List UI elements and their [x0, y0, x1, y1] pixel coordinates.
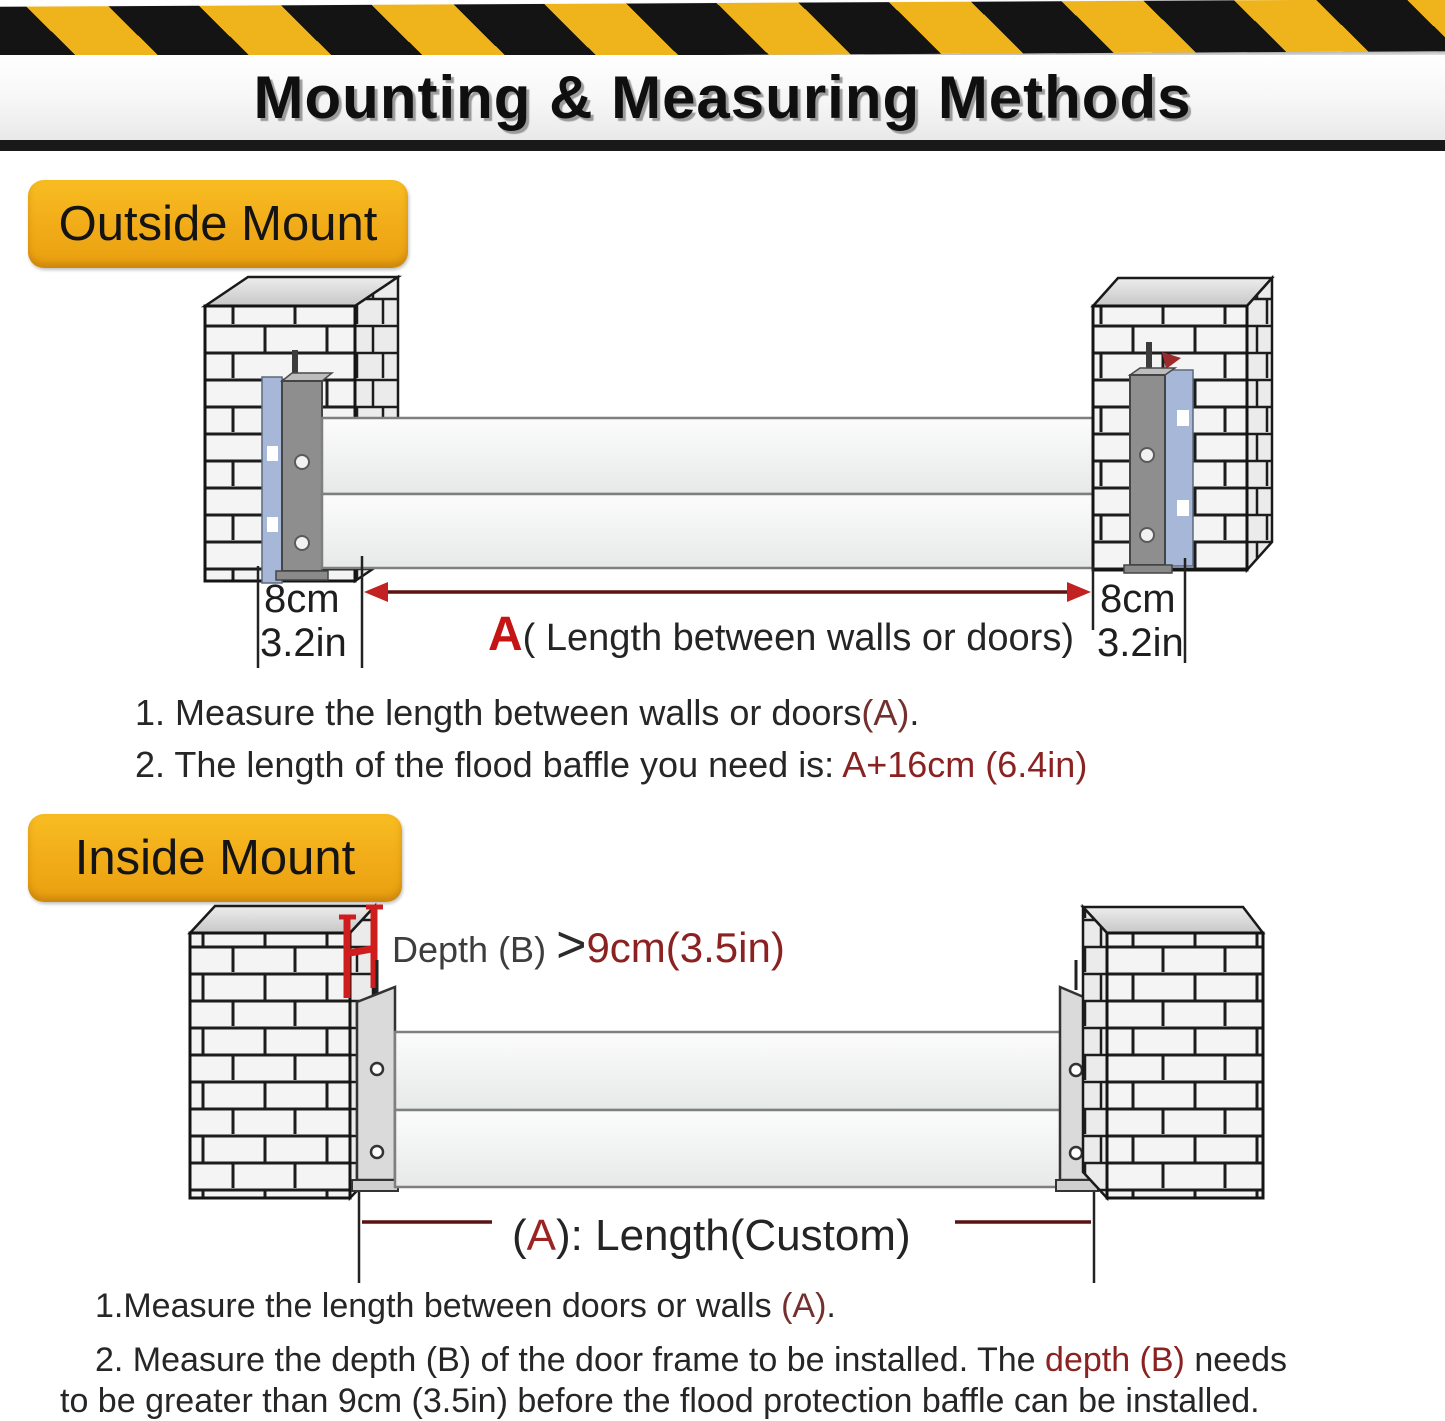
channel-slot: [1177, 500, 1189, 516]
dim-left-in: 3.2in: [260, 621, 347, 665]
baffle-panel-top: [322, 418, 1130, 494]
right-channel-strip: [1165, 370, 1193, 566]
channel-slot: [1177, 410, 1189, 426]
outside-mount-badge-label: Outside Mount: [58, 197, 378, 251]
length-between-walls-label: A( Length between walls or doors): [488, 608, 1074, 661]
outside-mount-diagram: [0, 260, 1445, 675]
screw-hole: [371, 1063, 383, 1075]
depth-label: Depth (B) >9cm(3.5in): [392, 916, 785, 974]
bracket-top-bevel: [282, 373, 332, 381]
page-title: Mounting & Measuring Methods: [253, 64, 1192, 131]
right-pillar-side-face: [1083, 907, 1107, 1198]
inside-mount-badge: [28, 814, 402, 902]
inside-mount-diagram: [0, 895, 1445, 1290]
inside-mount-badge-label: Inside Mount: [74, 831, 356, 885]
title-underline-bar: [0, 140, 1445, 151]
right-pillar-top-face: [1083, 907, 1263, 933]
screw-hole: [295, 455, 309, 469]
flood-baffle-panels-inside: [395, 1032, 1062, 1187]
channel-slot: [267, 446, 278, 461]
screw-hole: [1140, 528, 1154, 542]
length-custom-label: (A): Length(Custom): [512, 1211, 911, 1260]
outside-step-1: 1. Measure the length between walls or doors(A).: [135, 692, 920, 733]
outside-step-2: 2. The length of the flood baffle you need is: A+16cm (6.4in): [135, 744, 1088, 785]
left-pillar-front-face: [190, 933, 350, 1198]
bracket-foot: [352, 1180, 398, 1191]
right-channel-outside: [1124, 342, 1193, 573]
screw-hole: [1070, 1147, 1082, 1159]
right-pillar-side-face: [1247, 278, 1272, 570]
bracket-foot: [1124, 565, 1172, 573]
baffle-panel-bottom: [395, 1110, 1062, 1187]
inside-step-1: 1.Measure the length between doors or walls (A).: [95, 1287, 836, 1325]
inside-step-2-line1: 2. Measure the depth (B) of the door frame to be installed. The depth (B) needs: [95, 1341, 1287, 1379]
screw-hole: [1070, 1064, 1082, 1076]
dim-right-in: 3.2in: [1097, 621, 1184, 665]
screw-hole: [371, 1146, 383, 1158]
screw-hole: [295, 536, 309, 550]
baffle-panel-bottom: [322, 494, 1130, 568]
title-band: [0, 55, 1445, 140]
outside-mount-badge: [28, 180, 408, 268]
right-pillar-front-face: [1107, 933, 1263, 1198]
left-channel-strip: [262, 377, 282, 583]
channel-slot: [267, 517, 278, 532]
screw-hole: [1140, 448, 1154, 462]
arrowhead-right: [1067, 582, 1091, 602]
inside-step-2-line2: to be greater than 9cm (3.5in) before the flood protection baffle can be installed.: [60, 1382, 1260, 1420]
right-pillar-top-face: [1093, 278, 1272, 306]
hazard-tape: [0, 0, 1445, 59]
dim-right-cm: 8cm: [1100, 577, 1176, 621]
right-pillar-inside: [1083, 907, 1263, 1198]
flood-baffle-panels-outside: [322, 418, 1130, 568]
dim-left-cm: 8cm: [264, 577, 340, 621]
baffle-panel-top: [395, 1032, 1062, 1110]
arrowhead-left: [364, 582, 388, 602]
